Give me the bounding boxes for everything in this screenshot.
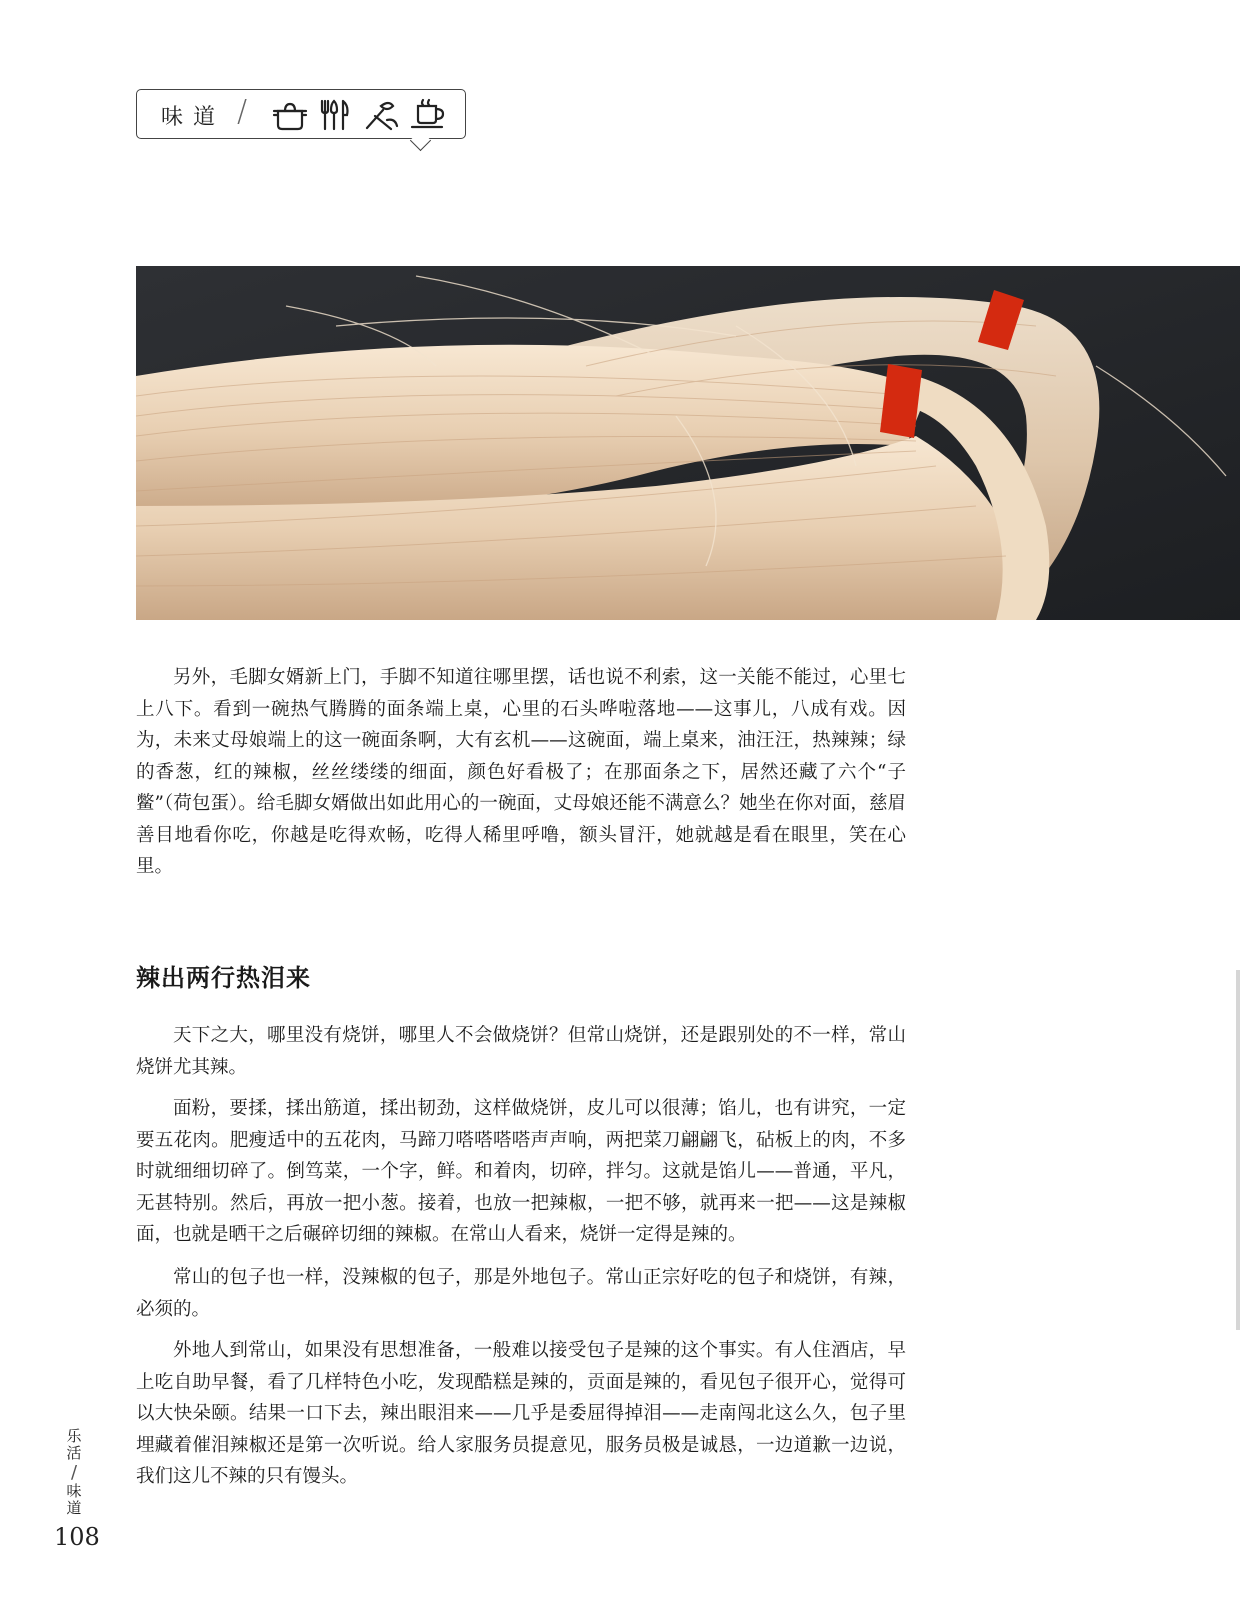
footer-divider: / [70, 1462, 78, 1483]
running-footer [60, 1428, 88, 1517]
section-heading: 辣出两行热泪来 [136, 963, 311, 992]
section-title: 味道 [161, 105, 226, 130]
footer-section-a: 乐 活 [66, 1427, 82, 1462]
page-number: 108 [54, 1523, 100, 1551]
footer-section-b: 味 道 [66, 1482, 82, 1517]
teacup-icon [409, 98, 447, 132]
paragraph: 外地人到常山，如果没有思想准备，一般难以接受包子是辣的这个事实。有人住酒店，早上吃自助早餐，看了几样特色小吃，发现酷糕是辣的，贡面是辣的，看见包子很开心，觉得可以大快朵颐。结果一口下去，辣出眼泪来——几乎是委屈得掉泪——走南闯北这么久，包子里埋藏着催泪辣椒还是第一次听说。给人家服务员提意见，服务员极是诚恳，一边道歉一边说，我们这儿不辣的只有馒头。 [136, 1340, 906, 1487]
paragraph: 常山的包子也一样，没辣椒的包子，那是外地包子。常山正宗好吃的包子和烧饼，有辣，必须的。 [136, 1267, 906, 1320]
page-edge-marker [1236, 970, 1240, 1330]
paragraph: 面粉，要揉，揉出筋道，揉出韧劲，这样做烧饼，皮儿可以很薄；馅儿，也有讲究，一定要五花肉。肥瘦适中的五花肉，马蹄刀嗒嗒嗒嗒声声响，两把菜刀翩翩飞，砧板上的肉，不多时就细细切碎了。倒笃菜，一个字，鲜。和着肉，切碎，拌匀。这就是馅儿——普通，平凡，无甚特别。然后，再放一把小葱。接着，也放一把辣椒，一把不够，就再来一把——这是辣椒面，也就是晒干之后碾碎切细的辣椒。在常山人看来，烧饼一定得是辣的。 [136, 1098, 906, 1245]
cutlery-icon [317, 98, 355, 132]
tab-separator: / [237, 94, 248, 129]
pot-icon [271, 98, 309, 132]
noodles-photo [136, 266, 1240, 620]
paragraph-intro: 另外，毛脚女婿新上门，手脚不知道往哪里摆，话也说不利索，这一关能不能过，心里七上八下。看到一碗热气腾腾的面条端上桌，心里的石头哗啦落地——这事儿，八成有戏。因为，未来丈母娘端上的这一碗面条啊，大有玄机——这碗面，端上桌来，油汪汪，热辣辣；绿的香葱，红的辣椒，丝丝缕缕的细面，颜色好看极了；在那面条之下，居然还藏了六个“子鳖”（荷包蛋）。给毛脚女婿做出如此用心的一碗面，丈母娘还能不满意么？她坐在你对面，慈眉善目地看你吃，你越是吃得欢畅，吃得人稀里呼噜，额头冒汗，她就越是看在眼里，笑在心里。 [136, 667, 906, 877]
paragraph: 天下之大，哪里没有烧饼，哪里人不会做烧饼？但常山烧饼，还是跟别处的不一样，常山烧饼尤其辣。 [136, 1025, 906, 1078]
spatula-whisk-icon [363, 98, 401, 132]
section-tab [136, 89, 466, 139]
